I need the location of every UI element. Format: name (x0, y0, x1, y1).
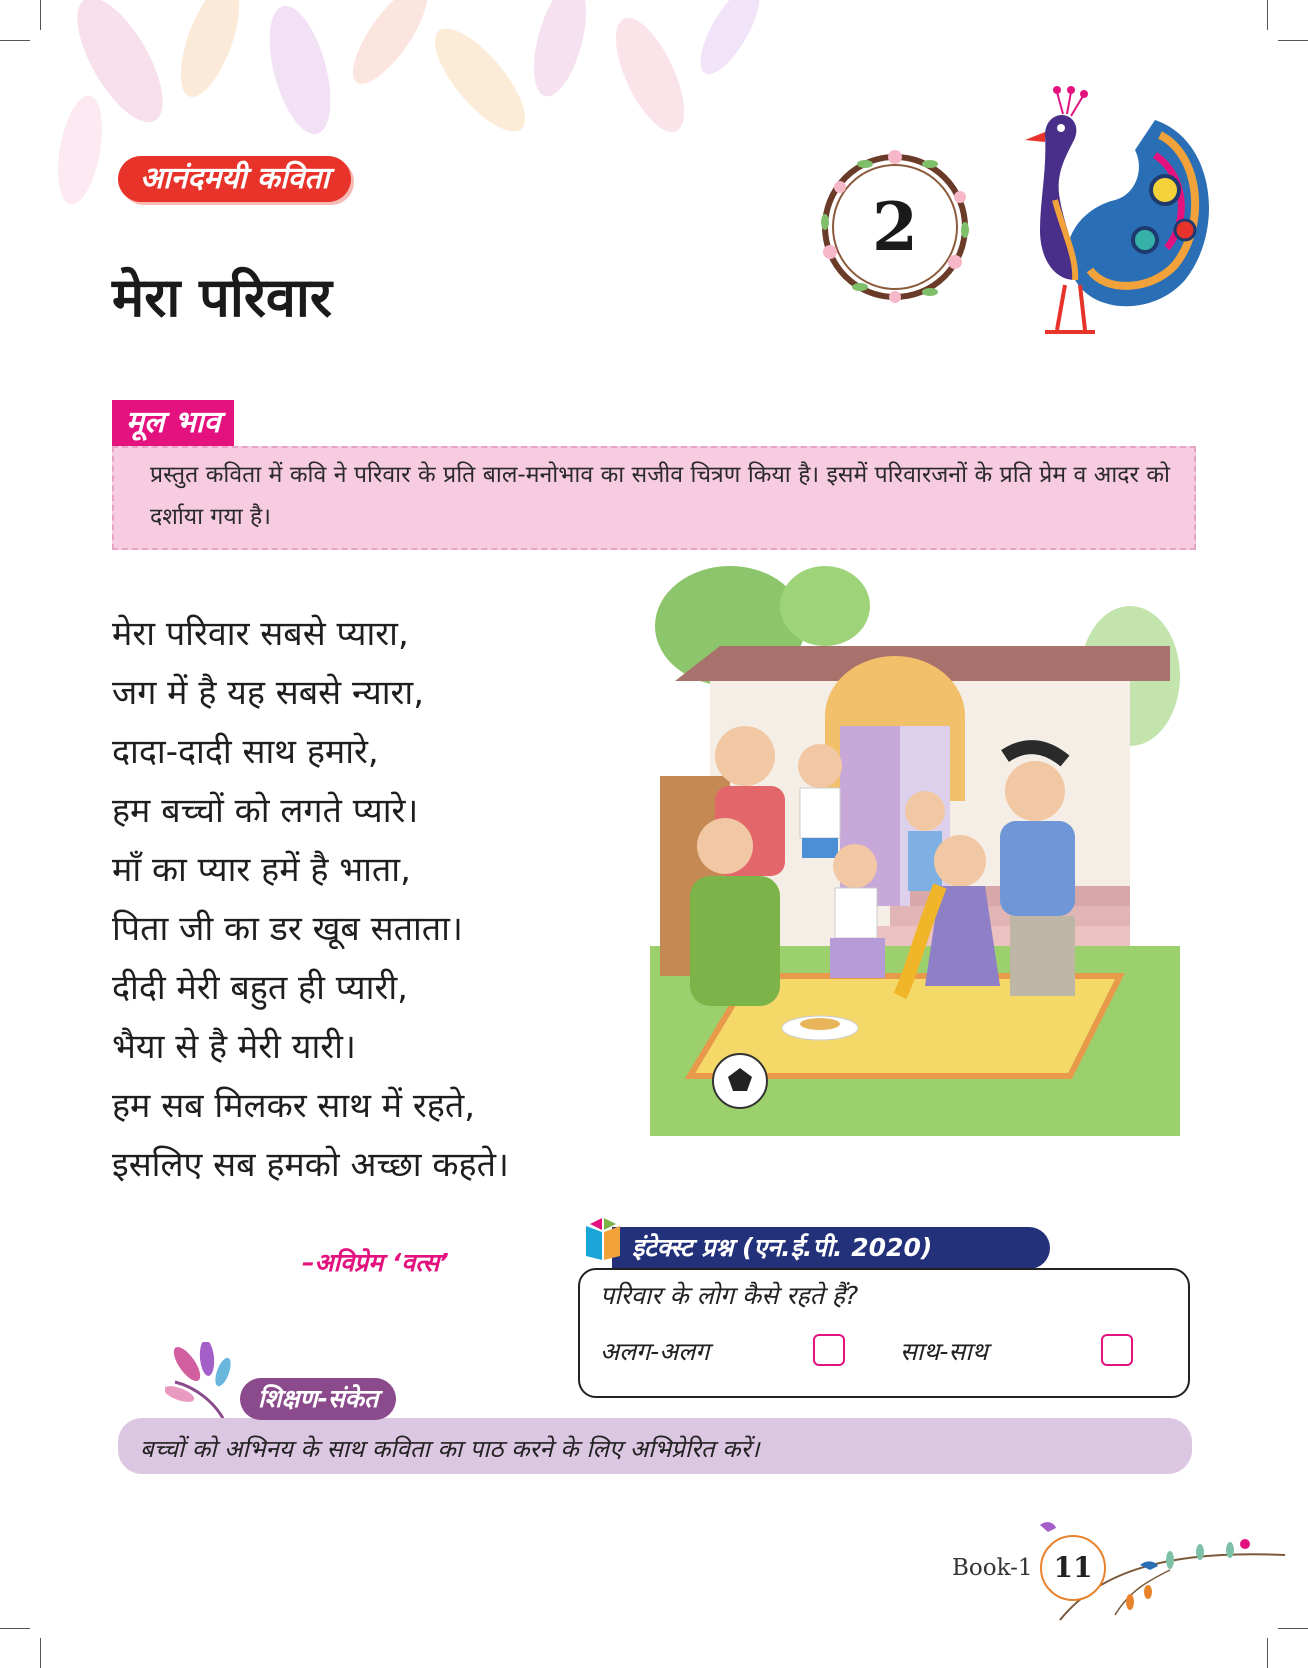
question-header: इंटेक्स्ट प्रश्न (एन.ई.पी. 2020) (612, 1227, 1050, 1269)
poem-line: भैया से है मेरी यारी। (112, 1027, 356, 1067)
peacock-icon (985, 80, 1220, 350)
option-label: अलग-अलग (600, 1337, 710, 1366)
crop-mark (1278, 40, 1308, 41)
teaching-hint-label: शिक्षण-संकेत (240, 1378, 396, 1420)
book-icon (580, 1216, 626, 1262)
poem (112, 605, 632, 1195)
summary-text: प्रस्तुत कविता में कवि ने परिवार के प्रति बाल-मनोभाव का सजीव चित्रण किया है। इसमें परिवारजनों के प्रति प्रेम व आदर को दर्शाया गया है। (150, 462, 1170, 530)
crop-mark (40, 1638, 41, 1668)
crop-mark (0, 40, 30, 41)
crop-mark (1267, 1638, 1268, 1668)
poem-line: हम सब मिलकर साथ में रहते, (112, 1086, 476, 1126)
option-checkbox[interactable] (1101, 1334, 1133, 1366)
poem-line: पिता जी का डर खूब सताता। (112, 909, 463, 949)
teaching-hint-text: बच्चों को अभिनय के साथ कविता का पाठ करने के लिए अभिप्रेरित करें। (140, 1435, 760, 1463)
option-label: साथ-साथ (900, 1337, 988, 1366)
floral-wreath-icon (810, 142, 980, 312)
poem-line: दीदी मेरी बहुत ही प्यारी, (112, 968, 408, 1008)
category-banner: आनंदमयी कविता (118, 156, 351, 202)
page-number: 11 (1040, 1535, 1106, 1601)
poem-line: हम बच्चों को लगते प्यारे। (112, 791, 419, 831)
poet-name: –अविप्रेम ‘वत्स’ (302, 1248, 449, 1277)
chapter-number: 2 (872, 188, 918, 266)
page-title: मेरा परिवार (112, 266, 333, 329)
leaf-icon (165, 1342, 245, 1424)
option-checkbox[interactable] (813, 1334, 845, 1366)
family-illustration (650, 556, 1180, 1136)
crop-mark (1267, 0, 1268, 30)
crop-mark (0, 1628, 30, 1629)
poem-line: दादा-दादी साथ हमारे, (112, 732, 379, 772)
book-label: Book-1 (952, 1555, 1033, 1581)
summary-label: मूल भाव (112, 400, 234, 446)
question-text: परिवार के लोग कैसे रहते हैं? (600, 1281, 859, 1310)
poem-line: मेरा परिवार सबसे प्यारा, (112, 614, 409, 654)
poem-line: माँ का प्यार हमें है भाता, (112, 850, 411, 890)
poem-line: इसलिए सब हमको अच्छा कहते। (112, 1145, 509, 1185)
poem-line: जग में है यह सबसे न्यारा, (112, 673, 425, 713)
